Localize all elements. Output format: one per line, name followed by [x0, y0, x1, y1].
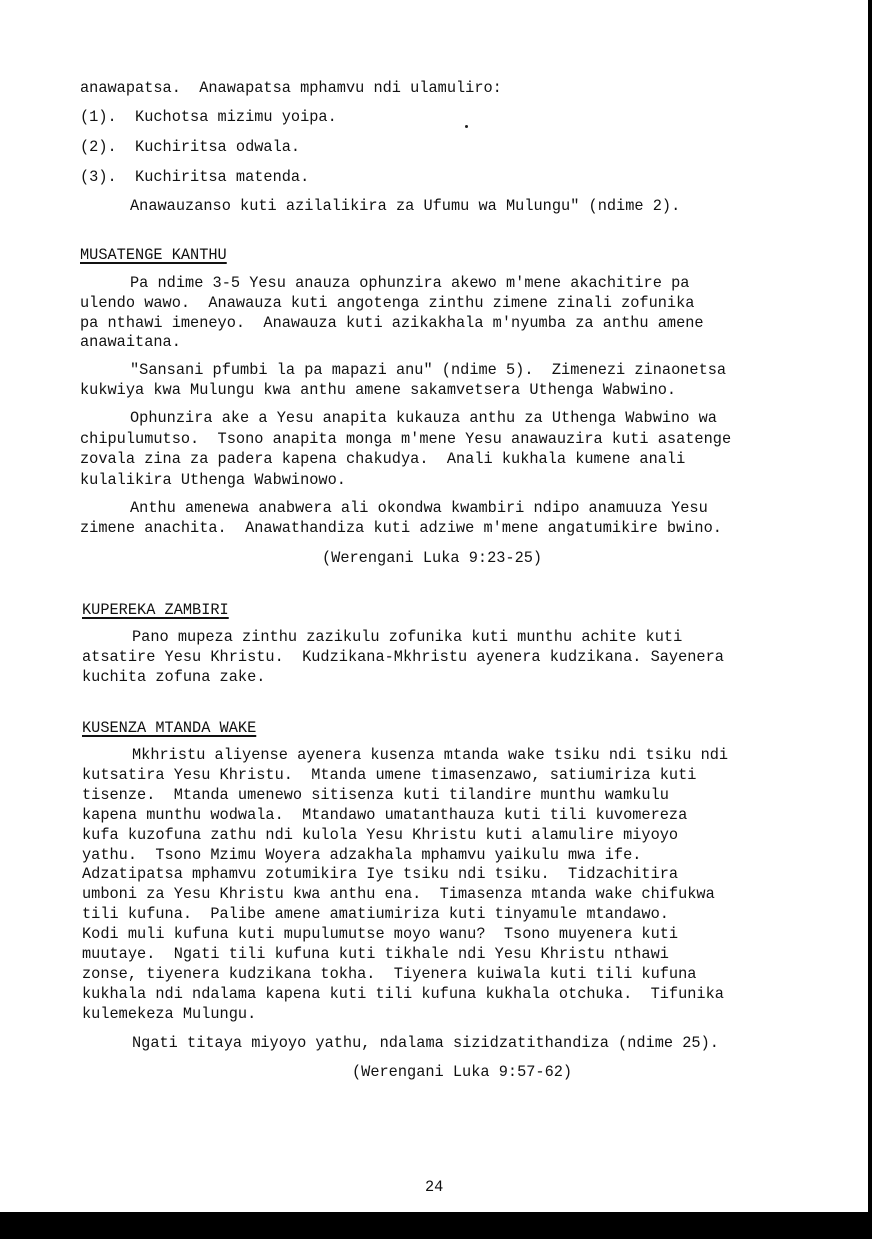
scripture-reference: (Werengani Luka 9:57-62): [352, 1063, 573, 1081]
text-line: kulalikira Uthenga Wabwinowo.: [80, 470, 346, 489]
text-line: zimene anachita. Anawathandiza kuti adziwe m'mene angatumikire bwino.: [80, 519, 722, 537]
page-number: 24: [425, 1178, 444, 1196]
text-line: Anawauzanso kuti azilalikira za Ufumu wa Mulungu" (ndime 2).: [130, 197, 681, 215]
text-line: kukwiya kwa Mulungu kwa anthu amene sakamvetsera Uthenga Wabwino.: [80, 381, 677, 399]
list-item: (3). Kuchiritsa matenda.: [80, 168, 310, 186]
section-heading: KUPEREKA ZAMBIRI: [82, 601, 229, 619]
section-heading: MUSATENGE KANTHU: [80, 246, 227, 264]
text-line: anawaitana.: [80, 333, 181, 352]
section-heading: KUSENZA MTANDA WAKE: [82, 719, 257, 737]
scripture-reference: (Werengani Luka 9:23-25): [322, 549, 543, 567]
text-line: Pano mupeza zinthu zazikulu zofunika kuti munthu achite kuti: [132, 628, 683, 646]
scan-speck: [465, 125, 468, 128]
list-item: (1). Kuchotsa mizimu yoipa.: [80, 108, 337, 126]
text-line: Anthu amenewa anabwera ali okondwa kwambiri ndipo anamuuza Yesu: [130, 499, 708, 517]
text-line: kukhala ndi ndalama kapena kuti tili kufuna kukhala otchuka. Tifunika: [82, 984, 724, 1003]
text-line: tisenze. Mtanda umenewo sitisenza kuti tilandire munthu wamkulu: [82, 785, 669, 804]
text-line: yathu. Tsono Mzimu Woyera adzakhala mphamvu yaikulu mwa ife.: [82, 845, 642, 864]
text-line: muutaye. Ngati tili kufuna kuti tikhale ndi Yesu Khristu nthawi: [82, 945, 669, 963]
text-line: zovala zina za padera kapena chakudya. Anali kukhala kumene anali: [80, 450, 686, 468]
scan-edge-bottom: [0, 1212, 872, 1239]
text-line: Kodi muli kufuna kuti mupulumutse moyo wanu? Tsono muyenera kuti: [82, 925, 679, 944]
text-line: Mkhristu aliyense ayenera kusenza mtanda wake tsiku ndi tsiku ndi: [132, 746, 729, 764]
text-line: anawapatsa. Anawapatsa mphamvu ndi ulamuliro:: [80, 79, 502, 97]
text-line: umboni za Yesu Khristu kwa anthu ena. Timasenza mtanda wake chifukwa: [82, 885, 715, 904]
text-line: kapena munthu wodwala. Mtandawo umatanthauza kuti tili kuvomereza: [82, 805, 688, 824]
text-line: kulemekeza Mulungu.: [82, 1004, 257, 1023]
text-line: Ngati titaya miyoyo yathu, ndalama sizidzatithandiza (ndime 25).: [132, 1034, 719, 1052]
text-line: chipulumutso. Tsono anapita monga m'mene Yesu anawauzira kuti asatenge: [80, 429, 732, 448]
text-line: pa nthawi imeneyo. Anawauza kuti azikakhala m'nyumba za anthu amene: [80, 313, 704, 332]
scan-edge-right: [868, 0, 872, 1239]
text-line: tili kufuna. Palibe amene amatiumiriza kuti tinyamule mtandawo.: [82, 905, 669, 924]
text-line: Ophunzira ake a Yesu anapita kukauza anthu za Uthenga Wabwino wa: [130, 409, 717, 427]
text-line: atsatire Yesu Khristu. Kudzikana-Mkhristu ayenera kudzikana. Sayenera: [82, 648, 724, 666]
text-line: Adzatipatsa mphamvu zotumikira Iye tsiku ndi tsiku. Tidzachitira: [82, 865, 679, 884]
list-item: (2). Kuchiritsa odwala.: [80, 138, 301, 156]
text-line: zonse, tiyenera kudzikana tokha. Tiyenera kuiwala kuti tili kufuna: [82, 964, 697, 983]
text-line: "Sansani pfumbi la pa mapazi anu" (ndime 5). Zimenezi zinaonetsa: [130, 361, 727, 379]
text-line: Pa ndime 3-5 Yesu anauza ophunzira akewo m'mene akachitire pa: [130, 274, 690, 292]
text-line: ulendo wawo. Anawauza kuti angotenga zinthu zimene zinali zofunika: [80, 293, 695, 312]
text-line: kufa kuzofuna zathu ndi kulola Yesu Khristu kuti alamulire miyoyo: [82, 825, 679, 844]
text-line: kutsatira Yesu Khristu. Mtanda umene timasenzawo, satiumiriza kuti: [82, 765, 697, 784]
text-line: kuchita zofuna zake.: [82, 668, 266, 686]
